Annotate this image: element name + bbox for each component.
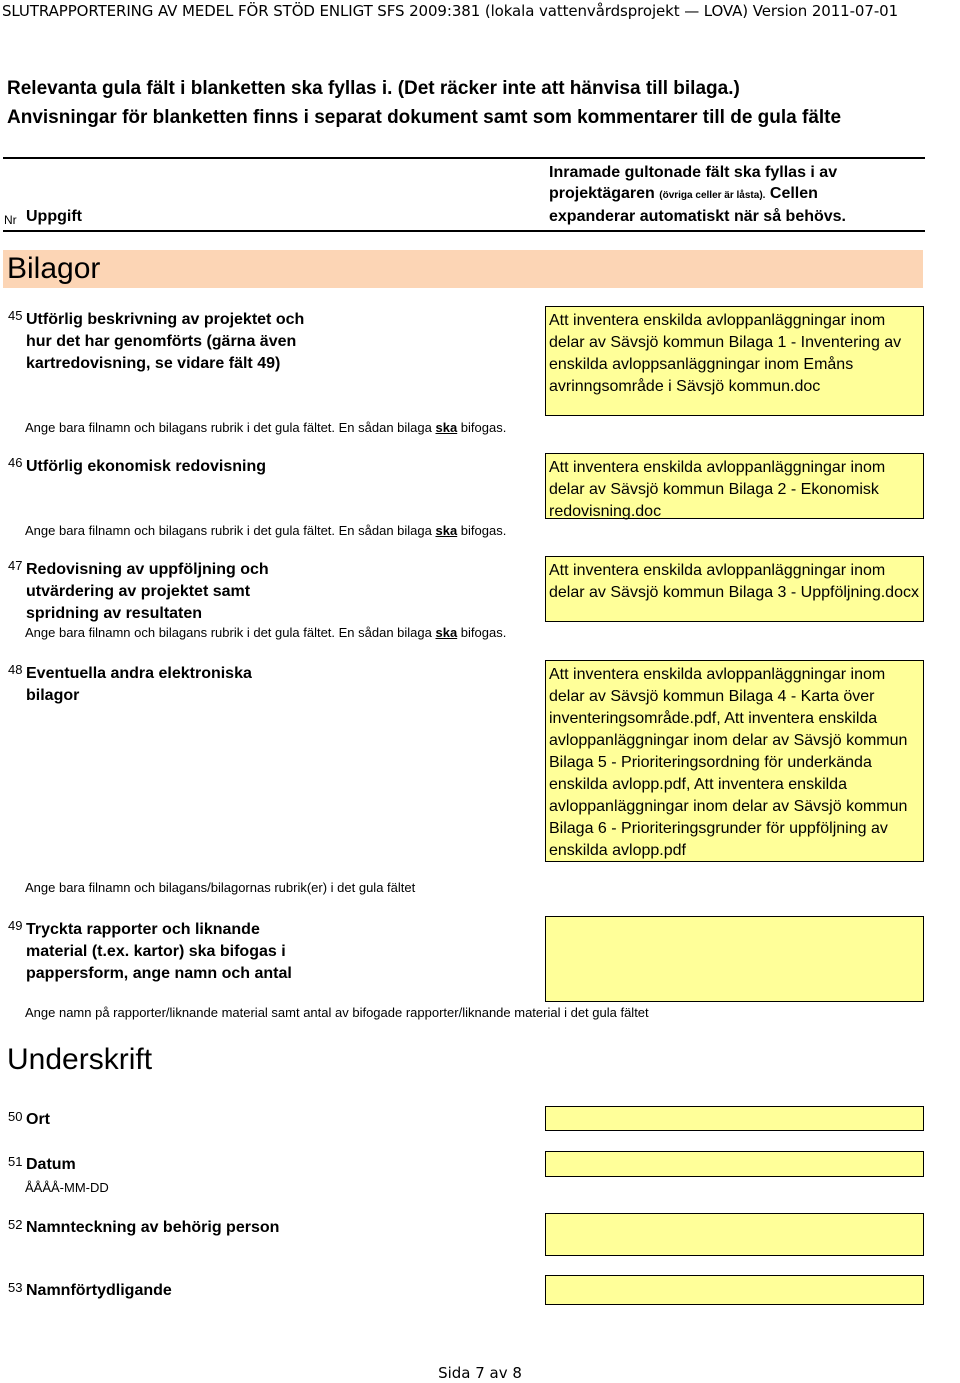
item-label-49: Tryckta rapporter och liknande material (t.ex. kartor) ska bifogas i pappersform, ange namn och antal: [26, 921, 292, 982]
field-45-bilagor[interactable]: Att inventera enskilda avloppanläggningar inom delar av Sävsjö kommun Bilaga 1 - Inventering av enskilda avloppsanläggningar inom Emåns avrinngsområde i Sävsjö kommun.doc: [545, 306, 924, 416]
item-number-51: 51: [8, 1154, 23, 1169]
page-header: SLUTRAPPORTERING AV MEDEL FÖR STÖD ENLIGT SFS 2009:381 (lokala vattenvårdsprojekt — LOVA) Version 2011-07-01: [2, 2, 899, 20]
item-note-48: Ange bara filnamn och bilagans/bilagornas rubrik(er) i det gula fältet: [25, 880, 416, 895]
field-48-ovriga-bilagor[interactable]: Att inventera enskilda avloppanläggningar inom delar av Sävsjö kommun Bilaga 4 - Karta över inventeringsområde.pdf, Att inventera enskilda avloppanläggningar inom delar av Sävsjö kommun Bilaga 5 - Prioriteringsordning för underkända enskilda avlopp.pdf, Att inventera enskilda avloppanläggningar inom delar av Sävsjö kommun Bilaga 6 - Prioriteringsgrunder för uppföljning av enskilda avlopp.pdf: [545, 660, 924, 862]
item-note-45: Ange bara filnamn och bilagans rubrik i det gula fältet. En sådan bilaga ska bifogas.: [25, 420, 507, 435]
item-note-47: Ange bara filnamn och bilagans rubrik i det gula fältet. En sådan bilaga ska bifogas.: [25, 625, 507, 640]
item-number-45: 45: [8, 308, 23, 323]
field-52-namnteckning[interactable]: [545, 1213, 924, 1256]
item-label-46: Utförlig ekonomisk redovisning: [26, 458, 267, 475]
item-number-53: 53: [8, 1280, 23, 1295]
item-note-49: Ange namn på rapporter/liknande material samt antal av bifogade rapporter/liknande material i det gula fältet: [25, 1005, 649, 1020]
item-label-50: Ort: [26, 1111, 50, 1128]
item-number-48: 48: [8, 662, 23, 677]
fill-instruction-line-2: projektägaren (övriga celler är låsta). Cellen: [549, 185, 818, 202]
field-47-uppfoljning[interactable]: Att inventera enskilda avloppanläggningar inom delar av Sävsjö kommun Bilaga 3 - Uppföljning.docx: [545, 556, 924, 622]
field-49-tryckta-rapporter[interactable]: [545, 916, 924, 1002]
field-53-namnfortydligande[interactable]: [545, 1275, 924, 1305]
item-label-47: Redovisning av uppföljning och utvärdering av projektet samt spridning av resultaten: [26, 561, 269, 622]
column-nr-label: Nr: [4, 213, 17, 227]
fill-instruction-line-3: expanderar automatiskt när så behövs.: [549, 208, 846, 225]
column-uppgift-label: Uppgift: [26, 208, 82, 225]
table-top-rule: [3, 157, 925, 159]
fill-instruction-line-1: Inramade gultonade fält ska fyllas i av: [549, 164, 838, 181]
section-title-bilagor: Bilagor: [7, 252, 101, 285]
item-label-53: Namnförtydligande: [26, 1282, 172, 1299]
section-title-underskrift: Underskrift: [7, 1043, 153, 1076]
instruction-line-2: Anvisningar för blanketten finns i separat dokument samt som kommentarer till de gula fälte: [7, 107, 842, 128]
page-footer: Sida 7 av 8: [438, 1364, 522, 1382]
item-label-51: Datum: [26, 1156, 76, 1173]
item-number-49: 49: [8, 918, 23, 933]
item-number-52: 52: [8, 1217, 23, 1232]
item-number-50: 50: [8, 1109, 23, 1124]
item-number-46: 46: [8, 455, 23, 470]
item-note-46: Ange bara filnamn och bilagans rubrik i det gula fältet. En sådan bilaga ska bifogas.: [25, 523, 507, 538]
instruction-line-1: Relevanta gula fält i blanketten ska fyllas i. (Det räcker inte att hänvisa till bilaga.): [7, 78, 740, 99]
fill-instruction: [549, 162, 846, 227]
field-50-ort[interactable]: [545, 1106, 924, 1131]
item-label-45: Utförlig beskrivning av projektet och hur det har genomförts (gärna även kartredovisning, se vidare fält 49): [26, 311, 305, 372]
table-header-rule: [3, 230, 925, 232]
field-51-datum[interactable]: [545, 1151, 924, 1177]
date-format-hint: ÅÅÅÅ-MM-DD: [25, 1180, 109, 1195]
section-band-bilagor: [3, 250, 923, 288]
item-label-52: Namnteckning av behörig person: [26, 1219, 280, 1236]
field-46-ekonomisk[interactable]: Att inventera enskilda avloppanläggningar inom delar av Sävsjö kommun Bilaga 2 - Ekonomisk redovisning.doc: [545, 453, 924, 519]
item-label-48: Eventuella andra elektroniska bilagor: [26, 665, 252, 704]
item-number-47: 47: [8, 558, 23, 573]
